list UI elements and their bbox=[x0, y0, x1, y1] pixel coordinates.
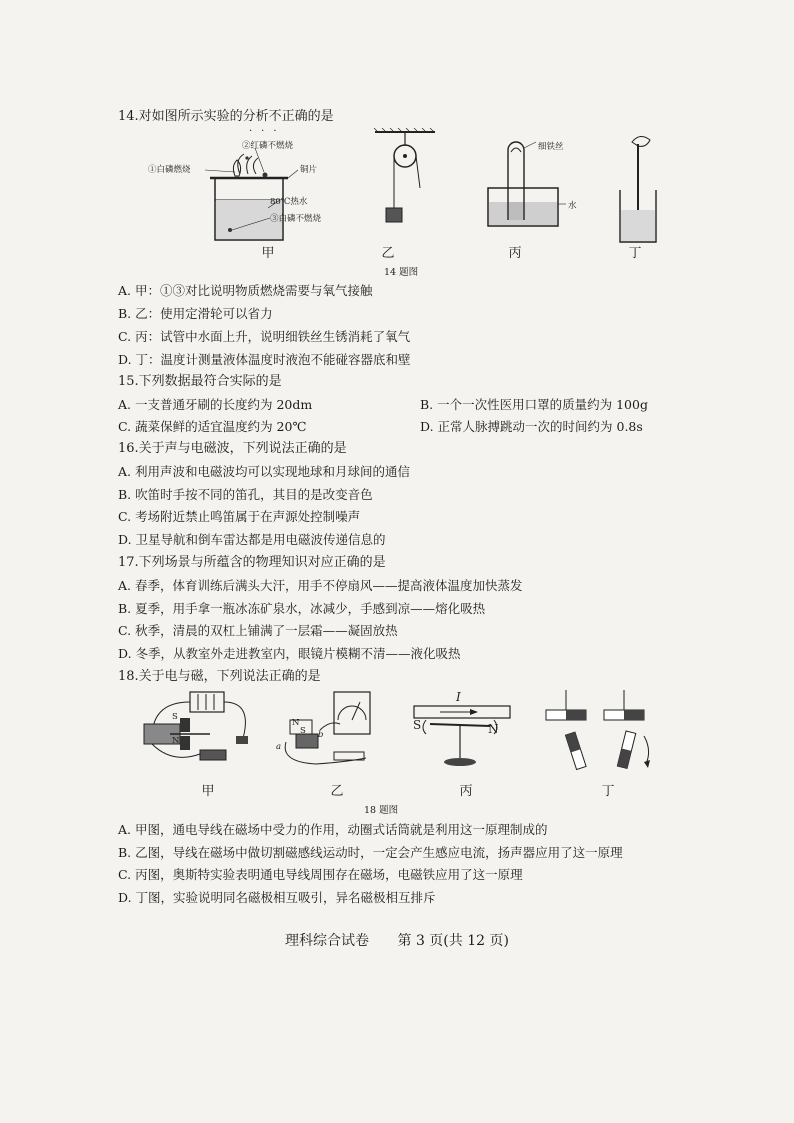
q18-panel-yi: 乙 bbox=[330, 784, 344, 799]
q14-panel-yi: 乙 bbox=[381, 246, 395, 261]
bing-label-s: S bbox=[413, 718, 422, 732]
yi-label-n: N bbox=[292, 718, 300, 728]
q14-fig-bing bbox=[478, 130, 588, 240]
q16-option-c: C. 考场附近禁止鸣笛属于在声源处控制噪声 bbox=[118, 509, 361, 524]
jia-label-white-p: ①白磷燃烧 bbox=[148, 165, 191, 175]
jia-label-red-p: ②红磷不燃烧 bbox=[242, 141, 294, 151]
q15-option-b: B. 一个一次性医用口罩的质量约为 100g bbox=[420, 397, 648, 412]
q18-option-b: B. 乙图，导线在磁场中做切割磁感线运动时，一定会产生感应电流，扬声器应用了这一原理 bbox=[118, 845, 623, 860]
q14-figure-caption: 14 题图 bbox=[384, 267, 419, 278]
q18-panel-bing: 丙 bbox=[459, 784, 473, 799]
q14-option-b: B. 乙：使用定滑轮可以省力 bbox=[118, 306, 273, 321]
page-footer bbox=[0, 930, 794, 950]
yi-label-s: S bbox=[300, 726, 306, 736]
q18-stem: 18.关于电与磁，下列说法正确的是 bbox=[118, 669, 321, 684]
q17-option-b: B. 夏季，用手拿一瓶冰冻矿泉水，冰减少，手感到凉——熔化吸热 bbox=[118, 601, 486, 616]
q15-stem: 15.下列数据最符合实际的是 bbox=[118, 374, 282, 389]
q18-fig-ding bbox=[540, 688, 660, 778]
q14-panel-jia: 甲 bbox=[261, 246, 275, 261]
q14-fig-ding bbox=[612, 130, 672, 245]
q14-option-d: D. 丁：温度计测量液体温度时液泡不能碰容器底和壁 bbox=[118, 352, 411, 367]
bing-label-n: N bbox=[488, 722, 499, 736]
bing-label-water: 水 bbox=[568, 201, 577, 211]
q14-fig-yi bbox=[370, 128, 450, 238]
q14-stem: 14.对如图所示实验的分析不正确的是 bbox=[118, 109, 334, 124]
q18-option-d: D. 丁图，实验说明同名磁极相互吸引，异名磁极相互排斥 bbox=[118, 890, 436, 905]
q14-option-a: A. 甲：①③对比说明物质燃烧需要与氧气接触 bbox=[118, 283, 373, 298]
q16-option-d: D. 卫星导航和倒车雷达都是用电磁波传递信息的 bbox=[118, 532, 386, 547]
footer-page-number: 第 3 页(共 12 页) bbox=[397, 933, 509, 949]
jia-magnet-n: N bbox=[172, 736, 180, 746]
q14-panel-bing: 丙 bbox=[508, 246, 522, 261]
jia-label-water: 80℃热水 bbox=[270, 197, 308, 207]
q16-stem: 16.关于声与电磁波，下列说法正确的是 bbox=[118, 441, 347, 456]
emphasis-dots: ··· bbox=[249, 126, 286, 137]
q18-fig-jia bbox=[140, 688, 260, 770]
q17-stem: 17.下列场景与所蕴含的物理知识对应正确的是 bbox=[118, 555, 386, 570]
q18-figure-caption: 18 题图 bbox=[364, 805, 399, 816]
q18-panel-jia: 甲 bbox=[201, 784, 215, 799]
q14-option-c: C. 丙：试管中水面上升，说明细铁丝生锈消耗了氧气 bbox=[118, 329, 411, 344]
yi-label-a: a bbox=[276, 742, 282, 752]
q17-option-a: A. 春季，体育训练后满头大汗，用手不停扇风——提高液体温度加快蒸发 bbox=[118, 578, 523, 593]
jia-magnet-s: S bbox=[172, 712, 178, 722]
q17-option-d: D. 冬季，从教室外走进教室内，眼镜片模糊不清——液化吸热 bbox=[118, 646, 461, 661]
yi-label-b: b bbox=[318, 730, 324, 740]
q14-panel-ding: 丁 bbox=[628, 246, 642, 261]
q18-option-c: C. 丙图，奥斯特实验表明通电导线周围存在磁场，电磁铁应用了这一原理 bbox=[118, 867, 523, 882]
jia-label-white-p3: ③白磷不燃烧 bbox=[270, 214, 322, 224]
q15-option-c: C. 蔬菜保鲜的适宜温度约为 20℃ bbox=[118, 419, 307, 434]
bing-label-iron: 细铁丝 bbox=[538, 142, 564, 152]
bing-label-current: I bbox=[456, 690, 461, 704]
q18-option-a: A. 甲图，通电导线在磁场中受力的作用，动圈式话筒就是利用这一原理制成的 bbox=[118, 822, 548, 837]
q15-option-d: D. 正常人脉搏跳动一次的时间约为 0.8s bbox=[420, 419, 643, 434]
q18-panel-ding: 丁 bbox=[601, 784, 615, 799]
footer-subject: 理科综合试卷 bbox=[285, 933, 370, 949]
jia-label-copper: 铜片 bbox=[300, 165, 318, 175]
q16-option-b: B. 吹笛时手按不同的笛孔，其目的是改变音色 bbox=[118, 487, 373, 502]
q17-option-c: C. 秋季，清晨的双杠上铺满了一层霜——凝固放热 bbox=[118, 623, 398, 638]
q16-option-a: A. 利用声波和电磁波均可以实现地球和月球间的通信 bbox=[118, 464, 410, 479]
q15-option-a: A. 一支普通牙刷的长度约为 20dm bbox=[118, 397, 313, 412]
q18-fig-yi bbox=[280, 690, 380, 772]
